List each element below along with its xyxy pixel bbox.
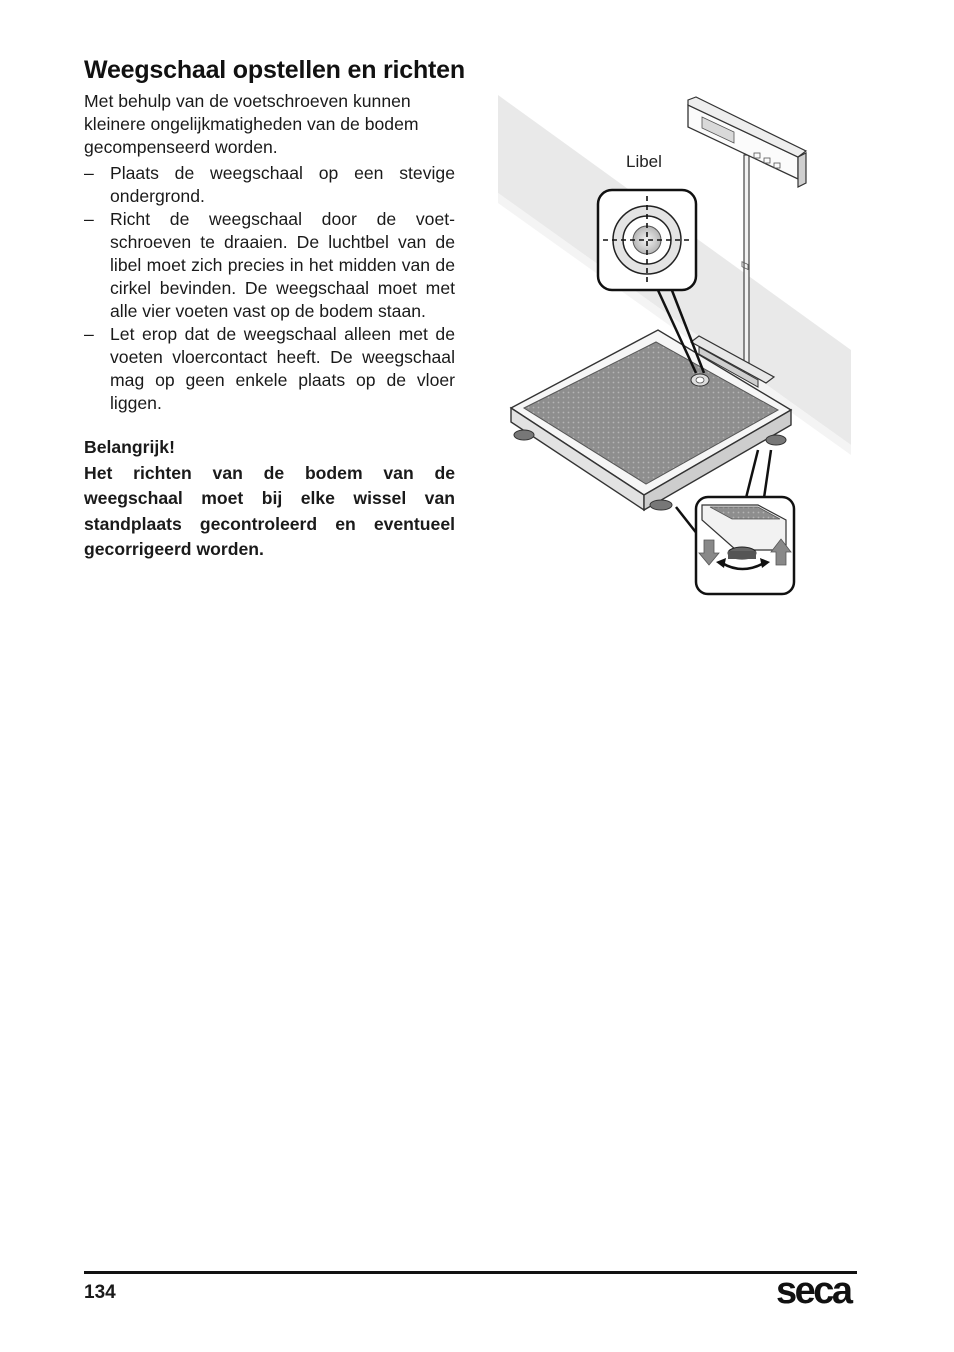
list-item — [84, 323, 455, 415]
list-item-text: Plaats de weegschaal op een stevige ondergrond. — [110, 163, 455, 206]
spirit-level-icon — [598, 190, 696, 290]
page-title: Weegschaal opstellen en richten — [84, 56, 465, 84]
bullet-dash: – — [84, 324, 94, 344]
bullet-dash: – — [84, 163, 94, 183]
seca-logo: seca — [776, 1270, 851, 1312]
list-item-text: Richt de weegschaal door de voetschroeven te draaien. De luchtbel van de libel moet zich precies in het midden van de cirkel bevinden. De weegschaal moet met alle vier voeten vast op de bodem staan. — [110, 209, 455, 321]
foot-adjustment-detail — [696, 497, 794, 594]
footer-rule — [84, 1271, 857, 1274]
important-heading: Belangrijk! — [84, 437, 175, 457]
important-text: Het richten van de bodem van de weegschaal moet bij elke wissel van standplaats gecontroleerd en eventueel gecorrigeerd worden. — [84, 462, 455, 559]
scale-illustration — [496, 95, 856, 600]
intro-paragraph: Met behulp van de voetschroeven kunnen kleinere ongelijkmatigheden van de bodem gecompenseerd worden. — [84, 91, 419, 157]
text-column — [84, 90, 455, 563]
list-item-text: Let erop dat de weegschaal alleen met de voeten vloercontact heeft. De weegschaal mag op geen enkele plaats op de vloer liggen. — [110, 324, 455, 413]
libel-label: Libel — [626, 152, 662, 171]
instruction-list — [84, 162, 455, 415]
page-number: 134 — [84, 1282, 116, 1303]
bullet-dash: – — [84, 209, 94, 229]
list-item — [84, 208, 455, 323]
important-note — [84, 435, 455, 563]
list-item — [84, 162, 455, 208]
